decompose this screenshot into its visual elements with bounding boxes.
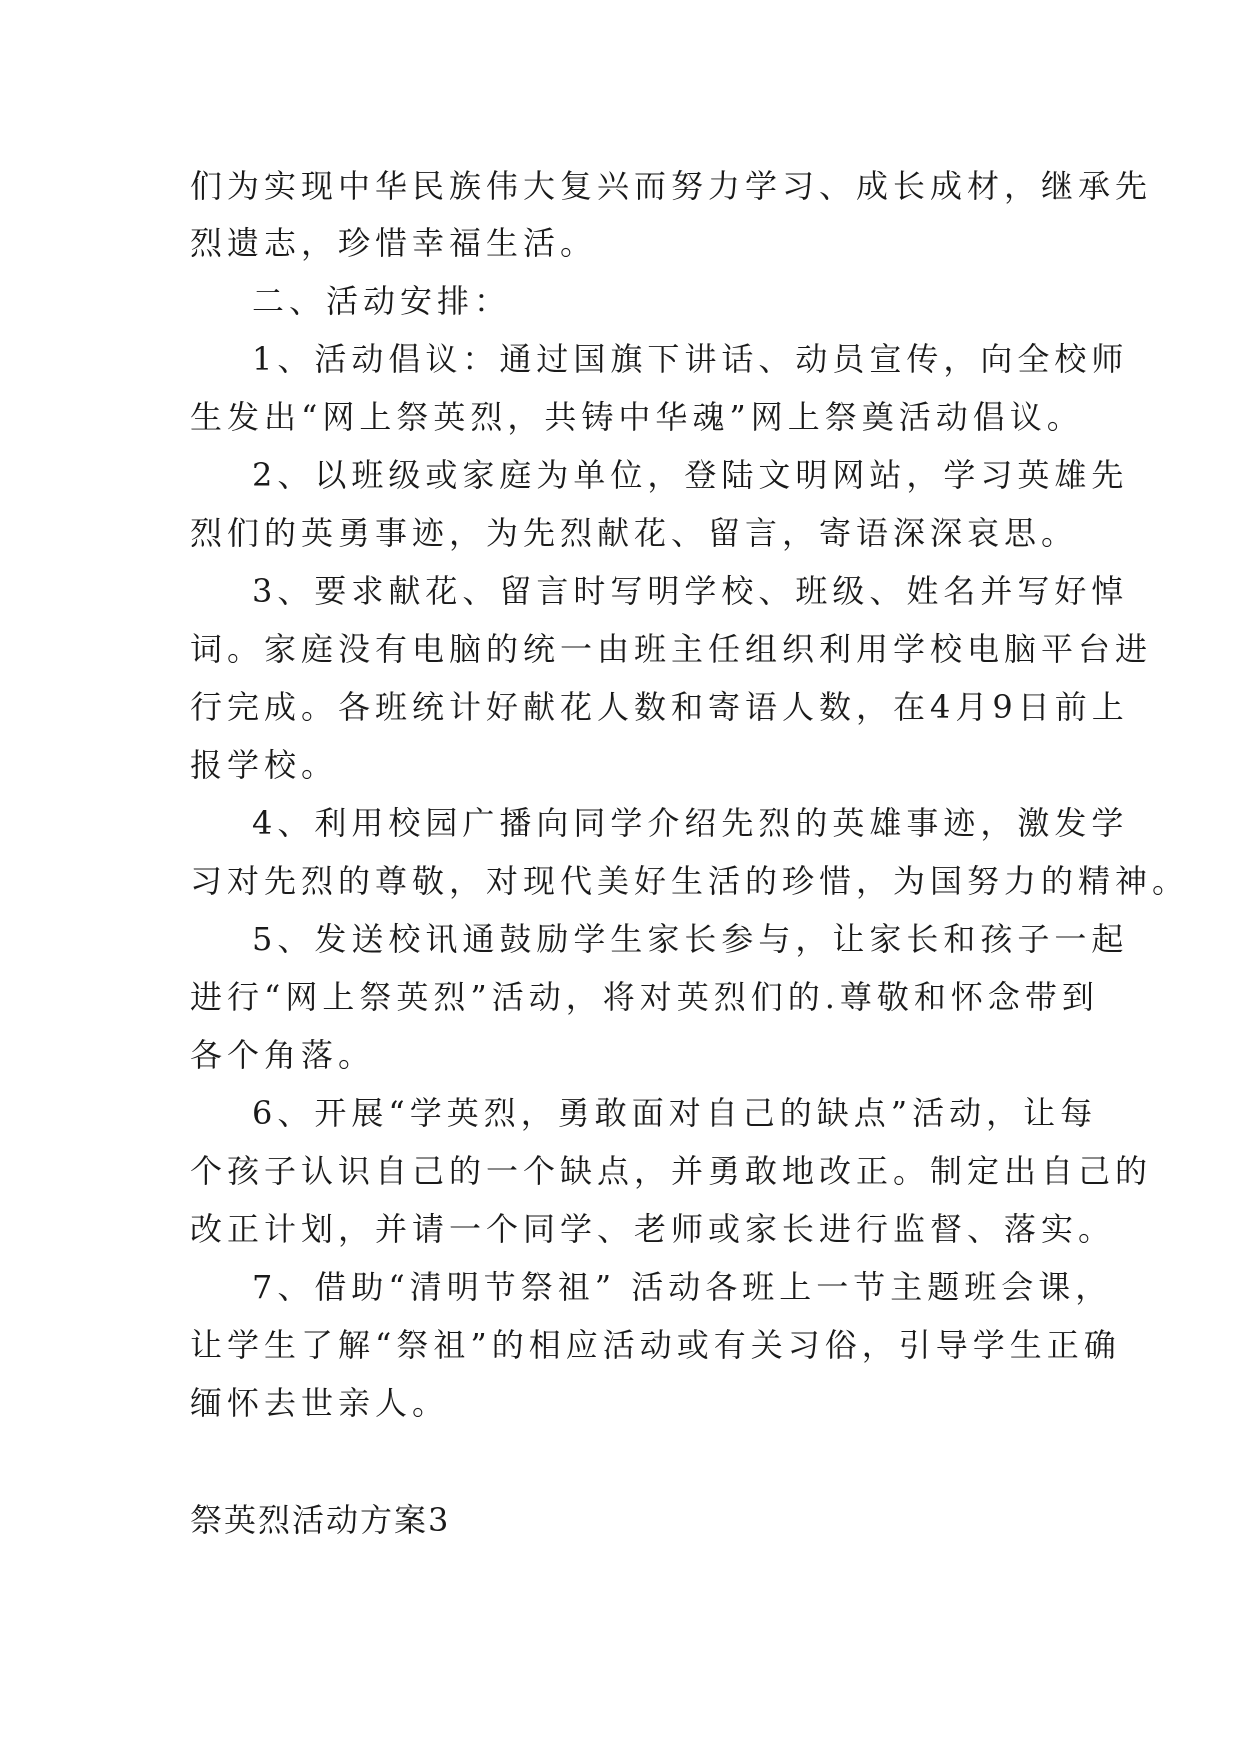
list-item-4: 4、利用校园广播向同学介绍先烈的英雄事迹，激发学: [252, 804, 1129, 842]
body-text-line: 烈遗志，珍惜幸福生活。: [190, 224, 598, 262]
list-item-1: 1、活动倡议：通过国旗下讲话、动员宣传，向全校师: [252, 340, 1129, 378]
body-text-line: 缅怀去世亲人。: [190, 1384, 450, 1422]
section-heading: 二、活动安排：: [252, 282, 512, 320]
list-item-7: 7、借助“清明节祭祖” 活动各班上一节主题班会课，: [252, 1268, 1113, 1306]
body-text-line: 们为实现中华民族伟大复兴而努力学习、成长成材，继承先: [190, 167, 1153, 205]
list-item-2: 2、以班级或家庭为单位，登陆文明网站，学习英雄先: [252, 456, 1129, 494]
body-text-line: 报学校。: [190, 746, 339, 784]
body-text-line: 行完成。各班统计好献花人数和寄语人数，在4月9日前上: [190, 688, 1129, 726]
body-text-line: 个孩子认识自己的一个缺点，并勇敢地改正。制定出自己的: [190, 1152, 1153, 1190]
body-text-line: 各个角落。: [190, 1036, 376, 1074]
body-text-line: 改正计划，并请一个同学、老师或家长进行监督、落实。: [190, 1210, 1116, 1248]
list-item-6: 6、开展“学英烈，勇敢面对自己的缺点”活动，让每: [252, 1094, 1098, 1132]
body-text-line: 烈们的英勇事迹，为先烈献花、留言，寄语深深哀思。: [190, 514, 1079, 552]
body-text-line: 习对先烈的尊敬，对现代美好生活的珍惜，为国努力的精神。: [190, 862, 1190, 900]
list-item-5: 5、发送校讯通鼓励学生家长参与，让家长和孩子一起: [252, 920, 1129, 958]
section-title: 祭英烈活动方案3: [190, 1501, 451, 1539]
list-item-3: 3、要求献花、留言时写明学校、班级、姓名并写好悼: [252, 572, 1129, 610]
body-text-line: 让学生了解“祭祖”的相应活动或有关习俗，引导学生正确: [190, 1326, 1121, 1364]
body-text-line: 进行“网上祭英烈”活动，将对英烈们的.尊敬和怀念带到: [190, 978, 1099, 1016]
body-text-line: 生发出“网上祭英烈，共铸中华魂”网上祭奠活动倡议。: [190, 398, 1084, 436]
body-text-line: 词。家庭没有电脑的统一由班主任组织利用学校电脑平台进: [190, 630, 1153, 668]
